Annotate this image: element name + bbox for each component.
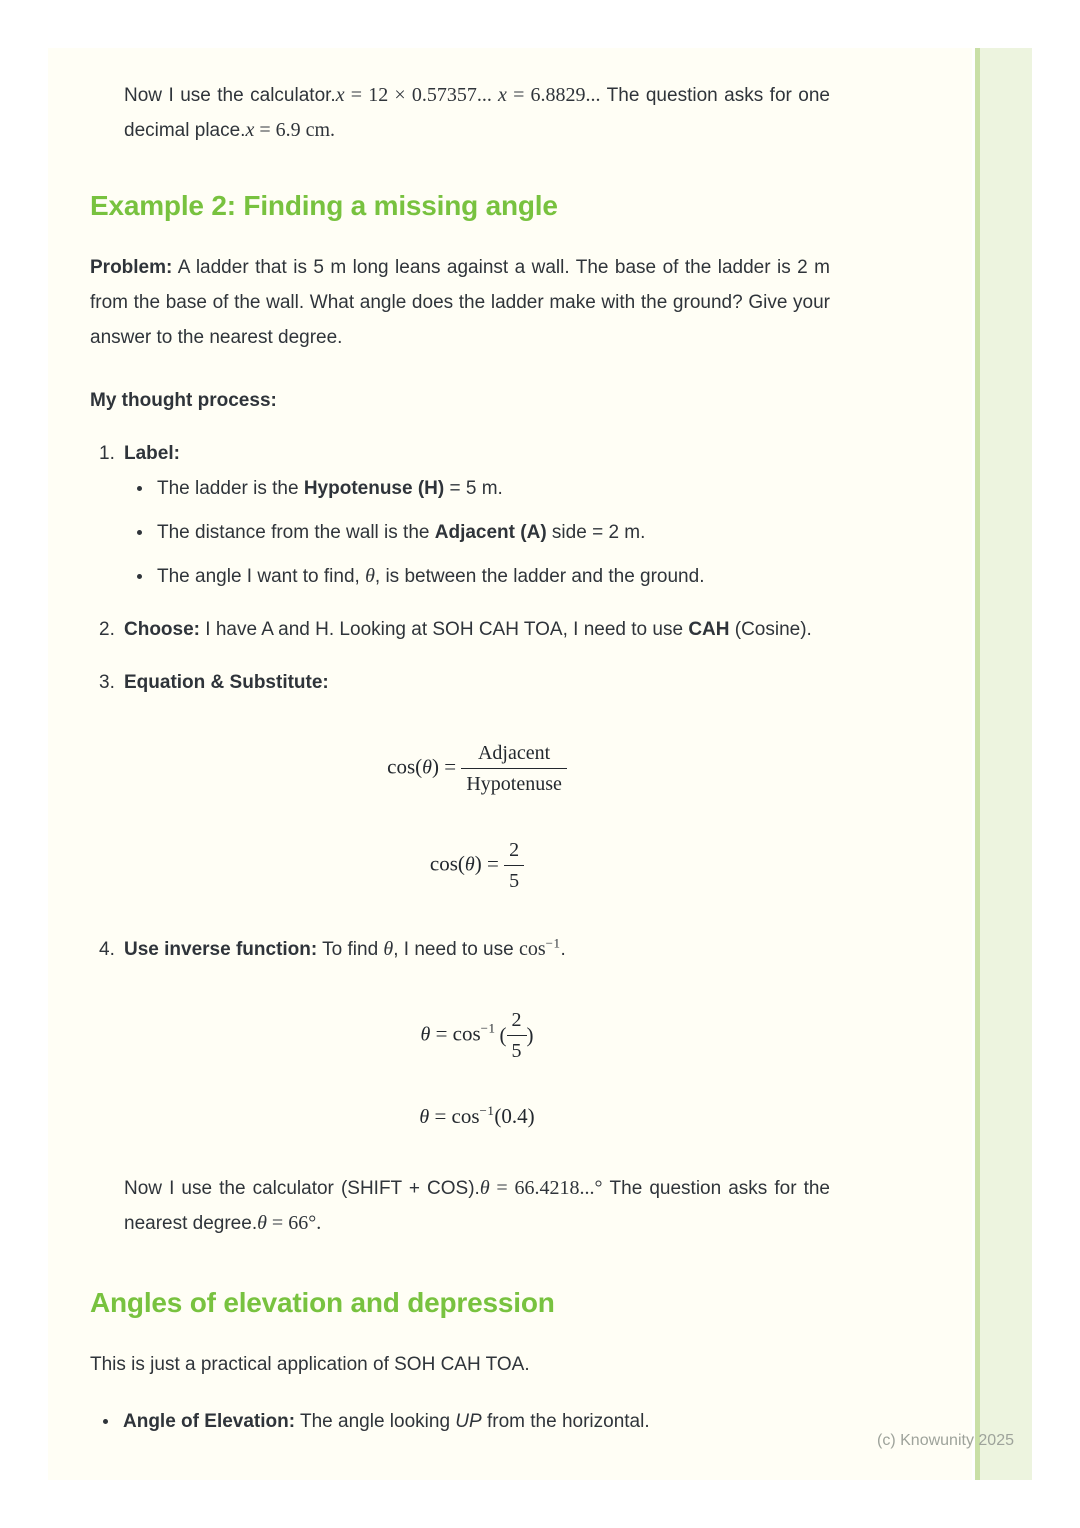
green-side-stripe (975, 48, 1032, 1480)
list-item-choose (90, 612, 830, 647)
list-item-angle-of-elevation (90, 1404, 830, 1439)
fraction (504, 837, 524, 894)
list-item-inverse (90, 932, 830, 1129)
list-number: 4. (99, 939, 115, 960)
step-bold: CAH (688, 619, 730, 640)
math-text: = 66.4218...° (489, 1177, 603, 1199)
bullet-dot (137, 574, 142, 579)
math-text: (0.4) (494, 1104, 535, 1128)
formula-cos-two-fifths (124, 837, 830, 894)
body-text: Now I use the calculator. (124, 85, 336, 106)
paragraph-calculator-2 (124, 1171, 830, 1241)
fraction-denominator: Hypotenuse (466, 773, 562, 795)
bullet-text: The distance from the wall is the (157, 522, 435, 543)
problem-text: A ladder that is 5 m long leans against a wall. The base of the ladder is 2 m from the base of the wall. What angle does the ladder make with the ground? Give your answer to the nearest degree. (90, 257, 830, 348)
bullet-bold: Hypotenuse (H) (303, 478, 445, 499)
math-variable-theta: θ (365, 565, 375, 587)
body-text: Now I use the calculator (SHIFT + COS). (124, 1178, 480, 1199)
fraction-denominator: 5 (511, 1040, 522, 1062)
math-function: cos( (429, 851, 465, 876)
bullet-list (124, 471, 830, 594)
list-item (124, 471, 830, 506)
list-item (124, 515, 830, 550)
bullet-text: The angle I want to find, (157, 566, 366, 587)
body-text: The question asks for one decimal place. (124, 85, 831, 141)
thought-process-label: My thought process: (90, 390, 277, 411)
list-number: 1. (99, 443, 115, 464)
list-number: 3. (99, 672, 115, 693)
numbered-list (90, 436, 830, 1129)
step-title: Equation & Substitute: (124, 672, 329, 693)
heading-angles-elevation-depression: Angles of elevation and depression (90, 1287, 555, 1318)
bullet-text: The angle looking (295, 1411, 456, 1432)
math-function: = cos (429, 1104, 480, 1128)
close-paren: ) (526, 1023, 534, 1047)
math-text: = 66°. (266, 1212, 322, 1234)
math-text: = 6.9 cm. (254, 119, 336, 141)
bullet-text: , is between the ladder and the ground. (374, 566, 705, 587)
math-superscript: −1 (479, 1103, 495, 1118)
math-variable-theta: θ (422, 756, 432, 779)
problem-label: Problem: (90, 257, 173, 278)
fraction (507, 1007, 527, 1064)
step-text: , I need to use (393, 939, 519, 960)
math-variable-theta: θ (479, 1177, 490, 1199)
formula-cos-adjacent-hypotenuse (124, 740, 830, 797)
math-function: cos( (387, 754, 423, 779)
formula-theta-inverse-fraction (124, 1007, 830, 1064)
math-variable-theta: θ (420, 1023, 431, 1046)
step-title: Use inverse function: (124, 939, 318, 960)
heading-example-2: Example 2: Finding a missing angle (90, 190, 558, 221)
bullet-text: The ladder is the (157, 478, 304, 499)
math-text: = 6.8829... (506, 84, 601, 106)
page-content (48, 48, 972, 1439)
list-number: 2. (99, 619, 115, 640)
bullet-text: from the horizontal. (481, 1411, 650, 1432)
list-item-label (90, 436, 830, 594)
math-function: cos (518, 938, 546, 960)
fraction-denominator: 5 (509, 870, 520, 892)
copyright-watermark: (c) Knowunity 2025 (877, 1432, 1014, 1449)
paragraph-calculator-1 (124, 78, 830, 148)
body-text: The question asks for the nearest degree. (124, 1178, 831, 1234)
fraction-numerator: 2 (507, 1007, 527, 1036)
math-function: = cos (430, 1021, 481, 1046)
math-variable-theta: θ (464, 853, 475, 876)
fraction-numerator: Adjacent (461, 740, 567, 769)
bullet-dot (137, 486, 142, 491)
math-variable-theta: θ (257, 1212, 267, 1234)
math-variable-theta: θ (419, 1106, 430, 1128)
bullet-text: side = 2 m. (546, 522, 646, 543)
bullet-bold: Angle of Elevation: (123, 1411, 296, 1432)
fraction-numerator: 2 (504, 837, 524, 866)
math-superscript: −1 (480, 1020, 496, 1036)
bullet-dot (103, 1419, 108, 1424)
math-variable: x (335, 84, 345, 106)
math-text: = 12 × 0.57357... (344, 84, 499, 106)
fraction (461, 740, 567, 797)
step-text: . (560, 939, 566, 960)
list-item (124, 559, 830, 594)
paragraph-elevation-intro: This is just a practical application of SOH CAH TOA. (90, 1354, 530, 1375)
math-equals: ) = (474, 851, 505, 876)
bullet-italic: UP (455, 1411, 482, 1432)
step-text: To find (317, 939, 384, 960)
paragraph-problem (90, 250, 830, 355)
step-text: (Cosine). (729, 619, 812, 640)
bullet-list (90, 1404, 830, 1439)
bullet-bold: Adjacent (A) (434, 522, 547, 543)
open-paren: ( (499, 1023, 507, 1047)
math-variable: x (245, 119, 255, 141)
step-title: Choose: (124, 619, 200, 640)
math-variable: x (498, 84, 507, 106)
math-superscript: −1 (545, 935, 561, 951)
step-text: I have A and H. Looking at SOH CAH TOA, I need to use (200, 619, 689, 640)
formula-theta-inverse-decimal (124, 1104, 830, 1129)
document-page (48, 48, 972, 1480)
math-variable-theta: θ (383, 938, 394, 960)
list-item-equation (90, 665, 830, 894)
bullet-text: = 5 m. (444, 478, 503, 499)
bullet-dot (137, 530, 142, 535)
step-title: Label: (124, 443, 180, 464)
math-equals: ) = (431, 754, 462, 779)
